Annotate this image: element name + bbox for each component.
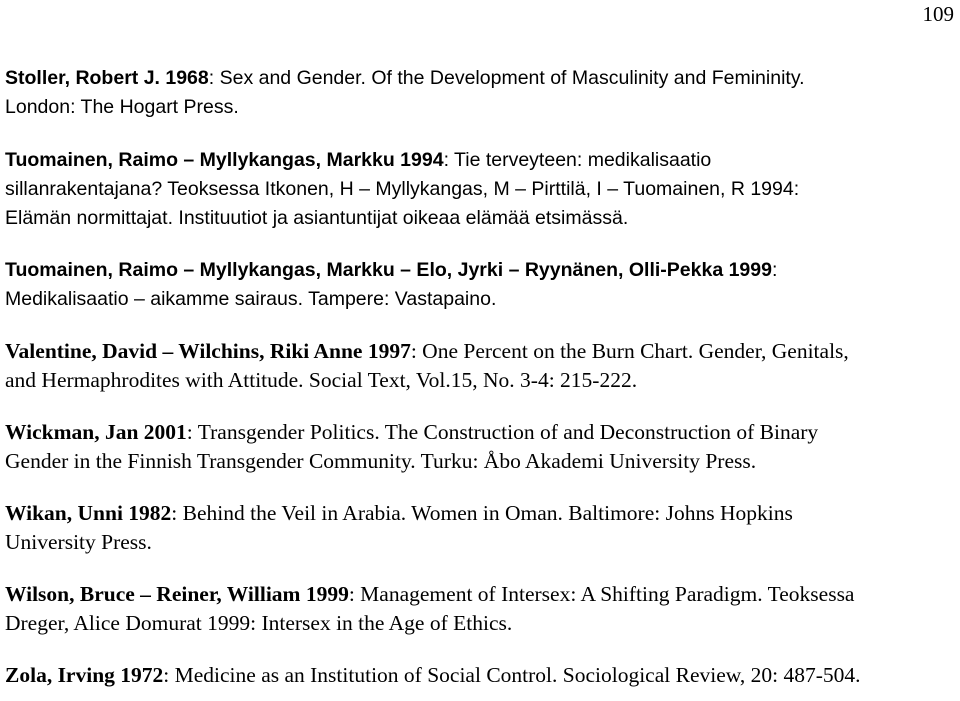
reference-author-year: Stoller, Robert J. 1968 <box>5 67 209 89</box>
reference-text: : Sex and Gender. Of the Development of Masculinity and Femininity. <box>208 67 805 89</box>
reference-author-year: Wickman, Jan 2001 <box>5 420 187 444</box>
reference-text: : Tie terveyteen: medikalisaatio <box>443 149 712 171</box>
reference-entry-tuomainen-1999 <box>5 256 957 314</box>
reference-text: : One Percent on the Burn Chart. Gender, Genitals, <box>410 339 849 363</box>
reference-text: and Hermaphrodites with Attitude. Social Text, Vol.15, No. 3-4: 215-222. <box>5 368 638 392</box>
reference-text: Elämän normittajat. Instituutiot ja asiantuntijat oikeaa elämää etsimässä. <box>5 207 629 229</box>
reference-author-year: Wilson, Bruce – Reiner, William 1999 <box>5 582 349 606</box>
reference-list <box>5 64 957 690</box>
reference-entry-zola <box>5 661 957 690</box>
reference-author-year: Zola, Irving 1972 <box>5 663 164 687</box>
reference-text: : <box>771 259 778 281</box>
reference-text: Medikalisaatio – aikamme sairaus. Tampere: Vastapaino. <box>5 288 497 310</box>
reference-text: London: The Hogart Press. <box>5 96 239 118</box>
reference-entry-stoller <box>5 64 957 122</box>
reference-entry-wickman <box>5 418 957 476</box>
reference-author-year: Wikan, Unni 1982 <box>5 501 172 525</box>
reference-author-year: Tuomainen, Raimo – Myllykangas, Markku – Elo, Jyrki – Ryynänen, Olli-Pekka 1999 <box>5 259 772 281</box>
reference-text: : Behind the Veil in Arabia. Women in Oman. Baltimore: Johns Hopkins <box>171 501 793 525</box>
reference-text: sillanrakentajana? Teoksessa Itkonen, H – Myllykangas, M – Pirttilä, I – Tuomainen, R 1994: <box>5 178 800 200</box>
reference-entry-tuomainen-1994 <box>5 146 957 233</box>
reference-text: Gender in the Finnish Transgender Community. Turku: Åbo Akademi University Press. <box>5 449 757 473</box>
reference-text: : Management of Intersex: A Shifting Paradigm. Teoksessa <box>348 582 855 606</box>
reference-text: University Press. <box>5 530 152 554</box>
reference-text: : Medicine as an Institution of Social Control. Sociological Review, 20: 487-504. <box>163 663 861 687</box>
reference-author-year: Valentine, David – Wilchins, Riki Anne 1997 <box>5 339 411 363</box>
reference-entry-wilson <box>5 580 957 638</box>
reference-author-year: Tuomainen, Raimo – Myllykangas, Markku 1994 <box>5 149 444 171</box>
reference-entry-wikan <box>5 499 957 557</box>
reference-text: : Transgender Politics. The Construction of and Deconstruction of Binary <box>186 420 819 444</box>
reference-entry-valentine <box>5 337 957 395</box>
reference-text: Dreger, Alice Domurat 1999: Intersex in the Age of Ethics. <box>5 611 513 635</box>
page-number: 109 <box>922 2 954 26</box>
